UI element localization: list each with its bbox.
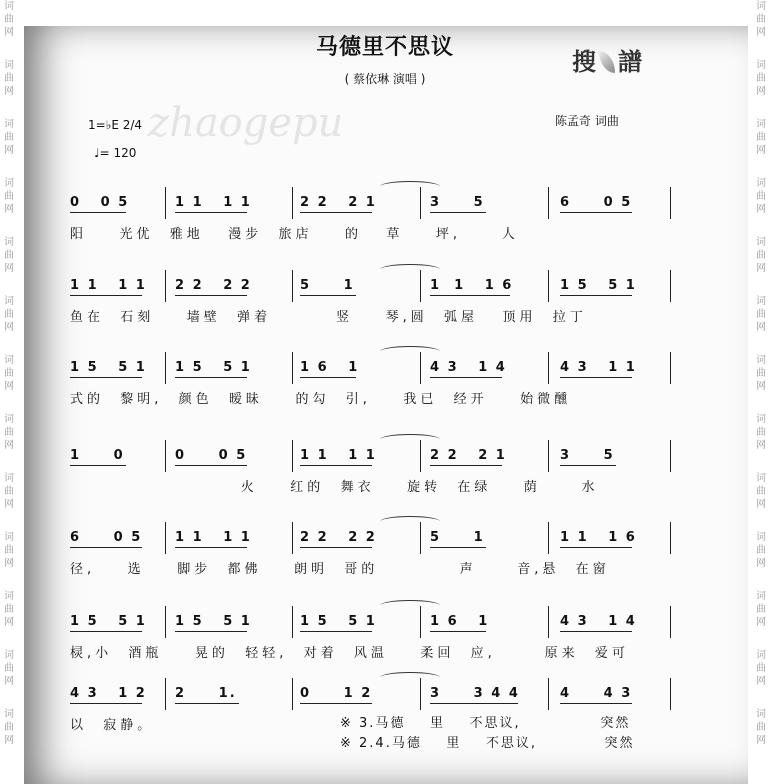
watermark-char: 曲 (4, 427, 14, 438)
watermark-char: 网 (756, 204, 766, 215)
beam-underline (560, 212, 632, 213)
measure-notes: 3 5 (560, 448, 615, 463)
watermark-char: 网 (4, 27, 14, 38)
composer-credit: 陈孟奇 词曲 (555, 114, 619, 128)
watermark-group (0, 708, 18, 747)
watermark-char: 曲 (4, 14, 14, 25)
lyric-line: 阳 光优 雅地 漫步 旅店 的 草 坪, 人 (70, 227, 519, 242)
beam-underline (175, 703, 239, 704)
measure-notes: 1 5 5 1 (300, 614, 377, 629)
watermark-char: 词 (756, 532, 766, 543)
watermark-char: 词 (756, 237, 766, 248)
measure-notes: 4 3 1 4 (430, 360, 507, 375)
beam-underline (70, 547, 142, 548)
watermark-char: 词 (4, 473, 14, 484)
left-watermark-column (0, 0, 18, 784)
watermark-char: 词 (756, 709, 766, 720)
beam-underline (430, 377, 502, 378)
watermark-char: 曲 (4, 309, 14, 320)
beam-underline (430, 547, 486, 548)
watermark-group (752, 354, 770, 393)
beam-underline (300, 547, 372, 548)
bar-line (670, 187, 671, 219)
watermark-char: 网 (756, 440, 766, 451)
watermark-char: 曲 (756, 14, 766, 25)
watermark-group (0, 649, 18, 688)
watermark-char: 曲 (756, 250, 766, 261)
watermark-group (0, 531, 18, 570)
beam-underline (175, 547, 247, 548)
watermark-char: 词 (756, 591, 766, 602)
watermark-char: 网 (4, 676, 14, 687)
beam-underline (70, 295, 142, 296)
watermark-char: 曲 (756, 486, 766, 497)
song-title: 马德里不思议 (315, 34, 454, 60)
tie-slur (380, 672, 440, 683)
leaf-icon (599, 51, 615, 73)
watermark-char: 网 (4, 322, 14, 333)
measure-notes: 5 1 (300, 278, 355, 293)
watermark-group (0, 472, 18, 511)
watermark-char: 词 (756, 473, 766, 484)
watermark-char: 网 (756, 735, 766, 746)
watermark-char: 曲 (4, 663, 14, 674)
watermark-char: 曲 (4, 604, 14, 615)
watermark-group (752, 649, 770, 688)
bar-line (292, 440, 293, 472)
beam-underline (560, 465, 616, 466)
measure-notes: 2 2 2 1 (430, 448, 507, 463)
watermark-char: 网 (4, 440, 14, 451)
watermark-char: 词 (4, 178, 14, 189)
watermark-char: 曲 (756, 663, 766, 674)
bar-line (165, 606, 166, 638)
bar-line (292, 678, 293, 710)
measure-notes: 2 2 2 2 (175, 278, 252, 293)
site-logo[interactable] (572, 42, 642, 77)
beam-underline (300, 631, 372, 632)
measure-notes: 1 5 5 1 (175, 614, 252, 629)
watermark-char: 词 (4, 237, 14, 248)
watermark-char: 曲 (756, 545, 766, 556)
measure-notes: 1 1 1 6 (560, 530, 637, 545)
bar-line (548, 187, 549, 219)
beam-underline (175, 295, 247, 296)
lyric-line: 式的 黎明, 颜色 暧昧 的勾 引, 我已 经开 始微醺 (70, 392, 572, 407)
watermark-char: 曲 (4, 132, 14, 143)
tie-slur (380, 346, 440, 357)
watermark-char: 词 (4, 591, 14, 602)
beam-underline (300, 465, 372, 466)
beam-underline (300, 377, 356, 378)
watermark-char: 网 (756, 381, 766, 392)
watermark-char: 曲 (756, 722, 766, 733)
beam-underline (70, 377, 142, 378)
watermark-char: 网 (756, 263, 766, 274)
bar-line (292, 187, 293, 219)
beam-underline (175, 212, 247, 213)
bar-line (548, 270, 549, 302)
bar-line (670, 440, 671, 472)
watermark-char: 词 (4, 355, 14, 366)
beam-underline (300, 703, 372, 704)
watermark-char: 曲 (4, 191, 14, 202)
tempo-marking: ♩= 120 (94, 146, 137, 160)
measure-notes: 3 5 (430, 195, 485, 210)
bar-line (165, 440, 166, 472)
bar-line (548, 440, 549, 472)
watermark-char: 网 (4, 204, 14, 215)
measure-notes: 1 6 1 (300, 360, 360, 375)
measure-notes: 1 5 5 1 (70, 360, 147, 375)
watermark-group (752, 413, 770, 452)
key-signature: 1=♭E 2/4 (88, 118, 143, 132)
beam-underline (560, 377, 632, 378)
lyric-line: 火 红的 舞衣 旋转 在绿 荫 水 (70, 480, 599, 495)
beam-underline (70, 703, 142, 704)
measure-notes: 0 0 5 (175, 448, 248, 463)
watermark-char: 词 (4, 1, 14, 12)
watermark-char: 词 (4, 532, 14, 543)
watermark-char: 网 (756, 558, 766, 569)
watermark-char: 词 (756, 650, 766, 661)
bar-line (548, 606, 549, 638)
watermark-char: 曲 (756, 191, 766, 202)
measure-notes: 1 0 (70, 448, 125, 463)
tie-slur (380, 434, 440, 445)
watermark-char: 曲 (756, 309, 766, 320)
watermark-char: 网 (756, 27, 766, 38)
bar-line (292, 522, 293, 554)
measure-notes: 0 1 2 (300, 686, 373, 701)
beam-underline (560, 631, 632, 632)
watermark-char: 网 (756, 322, 766, 333)
watermark-char: 词 (756, 296, 766, 307)
watermark-char: 词 (756, 178, 766, 189)
bar-line (670, 606, 671, 638)
watermark-char: 曲 (756, 368, 766, 379)
measure-notes: 1 1 1 1 (175, 530, 252, 545)
watermark-char: 词 (4, 709, 14, 720)
background-watermark: zhaogepu (148, 100, 344, 146)
bar-line (670, 678, 671, 710)
watermark-char: 曲 (4, 545, 14, 556)
beam-underline (70, 212, 126, 213)
measure-notes: 2 2 2 2 (300, 530, 377, 545)
watermark-char: 词 (4, 650, 14, 661)
watermark-char: 词 (4, 119, 14, 130)
tie-slur (380, 516, 440, 527)
lyric-line: 径, 选 脚步 都佛 朗明 哥的 声 音,悬 在窗 (70, 562, 610, 577)
beam-underline (430, 703, 518, 704)
beam-underline (175, 377, 247, 378)
beam-underline (430, 212, 486, 213)
watermark-group (0, 590, 18, 629)
bar-line (292, 606, 293, 638)
watermark-group (752, 177, 770, 216)
watermark-char: 曲 (4, 250, 14, 261)
logo-right-char: 譜 (618, 48, 642, 76)
watermark-char: 网 (4, 145, 14, 156)
bar-line (670, 522, 671, 554)
verse-lyric-1: ※ 3.马德 里 不思议, 突然 (340, 716, 631, 731)
measure-notes: 1 5 5 1 (70, 614, 147, 629)
measure-notes: 1 1 1 1 (175, 195, 252, 210)
measure-notes: 4 3 1 1 (560, 360, 637, 375)
measure-notes: 6 0 5 (560, 195, 633, 210)
measure-notes: 1 1 1 1 (70, 278, 147, 293)
watermark-char: 网 (4, 558, 14, 569)
watermark-char: 网 (756, 617, 766, 628)
watermark-char: 网 (756, 145, 766, 156)
watermark-char: 曲 (756, 427, 766, 438)
watermark-char: 曲 (756, 73, 766, 84)
watermark-group (752, 236, 770, 275)
beam-underline (430, 631, 486, 632)
measure-notes: 4 3 1 2 (70, 686, 147, 701)
watermark-char: 词 (756, 414, 766, 425)
measure-notes: 1 6 1 (430, 614, 490, 629)
watermark-char: 词 (756, 1, 766, 12)
bar-line (165, 678, 166, 710)
beam-underline (560, 703, 632, 704)
watermark-char: 曲 (4, 73, 14, 84)
watermark-group (0, 413, 18, 452)
bar-line (548, 352, 549, 384)
tie-slur (380, 600, 440, 611)
lyric-line: 鱼在 石刻 墙壁 弹着 竖 琴,圆 弧屋 顶用 拉丁 (70, 310, 587, 325)
watermark-char: 网 (4, 263, 14, 274)
watermark-char: 词 (756, 119, 766, 130)
watermark-char: 曲 (4, 486, 14, 497)
watermark-char: 网 (4, 381, 14, 392)
watermark-char: 词 (756, 60, 766, 71)
bar-line (165, 270, 166, 302)
bar-line (548, 678, 549, 710)
logo-left-char: 搜 (572, 48, 596, 76)
measure-notes: 6 0 5 (70, 530, 143, 545)
lyric-line: 以 寂静。 (70, 718, 155, 733)
beam-underline (300, 212, 372, 213)
watermark-group (0, 295, 18, 334)
measure-notes: 1 1 1 1 (300, 448, 377, 463)
measure-notes: 1 5 5 1 (560, 278, 637, 293)
watermark-char: 词 (4, 60, 14, 71)
watermark-char: 网 (4, 617, 14, 628)
watermark-char: 曲 (756, 132, 766, 143)
watermark-char: 曲 (4, 368, 14, 379)
watermark-char: 曲 (4, 722, 14, 733)
measure-notes: 0 0 5 (70, 195, 130, 210)
beam-underline (300, 295, 356, 296)
watermark-char: 词 (4, 296, 14, 307)
watermark-char: 网 (756, 86, 766, 97)
beam-underline (175, 465, 247, 466)
measure-notes: 1 5 5 1 (175, 360, 252, 375)
measure-notes: 1 1 1 6 (430, 278, 514, 293)
watermark-char: 词 (4, 414, 14, 425)
bar-line (670, 270, 671, 302)
tie-slur (380, 264, 440, 275)
right-watermark-column (752, 0, 770, 784)
bar-line (292, 352, 293, 384)
beam-underline (560, 547, 632, 548)
beam-underline (560, 295, 632, 296)
watermark-group (0, 354, 18, 393)
beam-underline (430, 465, 502, 466)
watermark-group (752, 295, 770, 334)
verse-lyric-2: ※ 2.4.马德 里 不思议, 突然 (340, 736, 635, 751)
watermark-char: 网 (4, 735, 14, 746)
measure-notes: 2 1. (175, 686, 237, 701)
watermark-char: 网 (756, 676, 766, 687)
watermark-char: 曲 (756, 604, 766, 615)
measure-notes: 4 3 1 4 (560, 614, 637, 629)
watermark-group (0, 236, 18, 275)
tie-slur (380, 181, 440, 192)
measure-notes: 3 3 4 4 (430, 686, 520, 701)
watermark-group (0, 118, 18, 157)
watermark-group (752, 708, 770, 747)
watermark-group (0, 177, 18, 216)
beam-underline (70, 631, 142, 632)
watermark-char: 词 (756, 355, 766, 366)
measure-notes: 5 1 (430, 530, 485, 545)
bar-line (165, 352, 166, 384)
measure-notes: 4 4 3 (560, 686, 633, 701)
beam-underline (70, 465, 126, 466)
watermark-group (752, 590, 770, 629)
beam-underline (175, 631, 247, 632)
bar-line (165, 522, 166, 554)
watermark-group (752, 118, 770, 157)
bar-line (670, 352, 671, 384)
watermark-group (752, 472, 770, 511)
watermark-char: 网 (4, 499, 14, 510)
watermark-char: 网 (4, 86, 14, 97)
bar-line (292, 270, 293, 302)
watermark-group (752, 531, 770, 570)
lyric-line: 棂,小 酒瓶 晃的 轻轻, 对着 风温 柔回 应, 原来 爱可 (70, 646, 629, 661)
watermark-char: 网 (756, 499, 766, 510)
bar-line (548, 522, 549, 554)
measure-notes: 2 2 2 1 (300, 195, 377, 210)
beam-underline (430, 295, 510, 296)
bar-line (165, 187, 166, 219)
singer-credit: ( 蔡依琳 演唱 ) (344, 72, 426, 86)
